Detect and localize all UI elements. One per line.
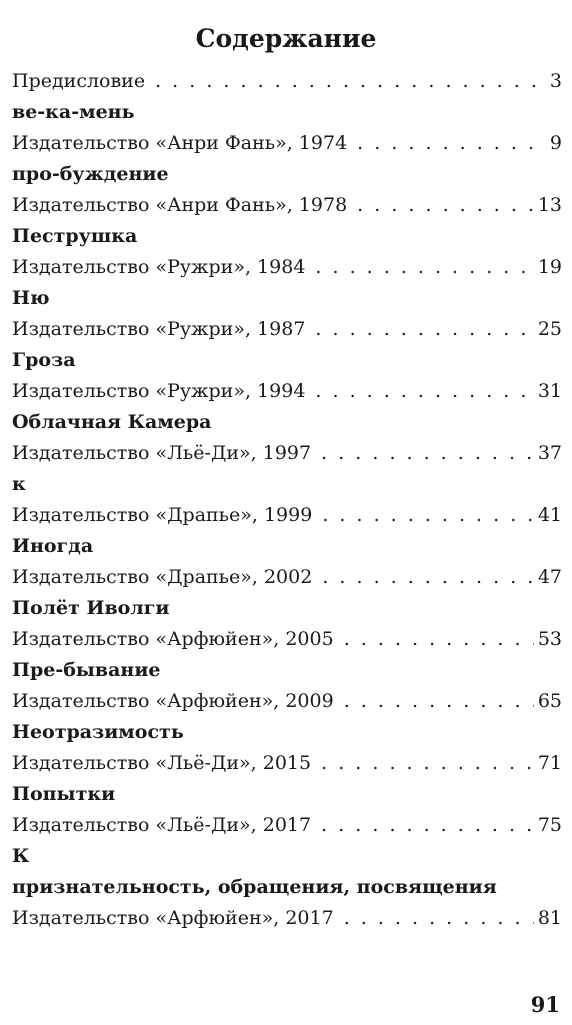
toc-section-heading: ве-ка-мень: [12, 101, 135, 123]
toc-entry-label: Издательство «Льё-Ди», 1997: [12, 442, 312, 464]
toc-dot-leader: [344, 903, 534, 934]
toc-dot-leader: [321, 810, 534, 841]
toc-section-heading: Пеструшка: [12, 225, 138, 247]
toc-dot-leader: [357, 128, 544, 159]
toc-entry-label: Издательство «Драпье», 2002: [12, 566, 313, 588]
toc-entry: [12, 686, 562, 717]
toc-entry: [12, 903, 562, 934]
toc-entry-label: Издательство «Арфюйен», 2005: [12, 628, 334, 650]
toc-entry-label: Предисловие: [12, 70, 146, 92]
toc-entry-label: Издательство «Льё-Ди», 2017: [12, 814, 312, 836]
toc-entry-page: 65: [537, 690, 562, 712]
toc-dot-leader: [344, 624, 534, 655]
toc-section-heading: про-буждение: [12, 163, 169, 185]
toc-entry-page: 31: [537, 380, 562, 402]
toc-section-heading: К: [12, 845, 30, 867]
toc-section-heading: Попытки: [12, 783, 116, 805]
toc-entry: [12, 438, 562, 469]
table-of-contents: [12, 66, 562, 934]
toc-section-heading: к: [12, 473, 26, 495]
toc-entry-page: 81: [537, 907, 562, 929]
toc-entry-page: 41: [537, 504, 562, 526]
toc-dot-leader: [322, 500, 533, 531]
toc-entry-page: 9: [549, 132, 562, 154]
toc-dot-leader: [321, 748, 534, 779]
toc-dot-leader: [315, 314, 533, 345]
toc-entry-page: 37: [537, 442, 562, 464]
toc-dot-leader: [344, 686, 534, 717]
toc-entry-label: Издательство «Ружри», 1984: [12, 256, 306, 278]
toc-entry-page: 19: [537, 256, 562, 278]
toc-dot-leader: [155, 66, 544, 97]
toc-entry: [12, 190, 562, 221]
toc-entry: [12, 810, 562, 841]
toc-entry: [12, 314, 562, 345]
toc-entry-label: Издательство «Арфюйен», 2009: [12, 690, 334, 712]
toc-entry-page: 53: [537, 628, 562, 650]
toc-entry-page: 47: [537, 566, 562, 588]
toc-section-heading: Ню: [12, 287, 50, 309]
toc-section-heading: Неотразимость: [12, 721, 184, 743]
toc-entry-page: 13: [537, 194, 562, 216]
toc-section-heading: Гроза: [12, 349, 76, 371]
toc-section-heading: Иногда: [12, 535, 94, 557]
toc-entry: [12, 500, 562, 531]
toc-entry-label: Издательство «Льё-Ди», 2015: [12, 752, 312, 774]
toc-entry-label: Издательство «Анри Фань», 1974: [12, 132, 348, 154]
toc-section-heading: Облачная Камера: [12, 411, 212, 433]
toc-entry: [12, 128, 562, 159]
toc-entry-page: 71: [537, 752, 562, 774]
toc-entry-label: Издательство «Анри Фань», 1978: [12, 194, 348, 216]
toc-dot-leader: [321, 438, 534, 469]
toc-dot-leader: [357, 190, 534, 221]
toc-section-heading: Пре-бывание: [12, 659, 161, 681]
toc-entry: [12, 376, 562, 407]
toc-section-heading: признательность, обращения, посвящения: [12, 876, 497, 898]
toc-dot-leader: [315, 376, 533, 407]
toc-entry: [12, 562, 562, 593]
toc-entry-label: Издательство «Ружри», 1994: [12, 380, 306, 402]
toc-entry: [12, 624, 562, 655]
toc-entry: [12, 748, 562, 779]
toc-section-heading: Полёт Иволги: [12, 597, 170, 619]
toc-dot-leader: [315, 252, 533, 283]
page-number: 91: [530, 992, 560, 1017]
toc-entry-label: Издательство «Драпье», 1999: [12, 504, 313, 526]
toc-entry-page: 3: [549, 70, 562, 92]
toc-entry-label: Издательство «Арфюйен», 2017: [12, 907, 334, 929]
page-title: Содержание: [195, 23, 377, 53]
toc-entry: [12, 252, 562, 283]
toc-entry-page: 75: [537, 814, 562, 836]
toc-entry-label: Издательство «Ружри», 1987: [12, 318, 306, 340]
toc-entry-page: 25: [537, 318, 562, 340]
toc-dot-leader: [322, 562, 533, 593]
toc-entry: [12, 66, 562, 97]
